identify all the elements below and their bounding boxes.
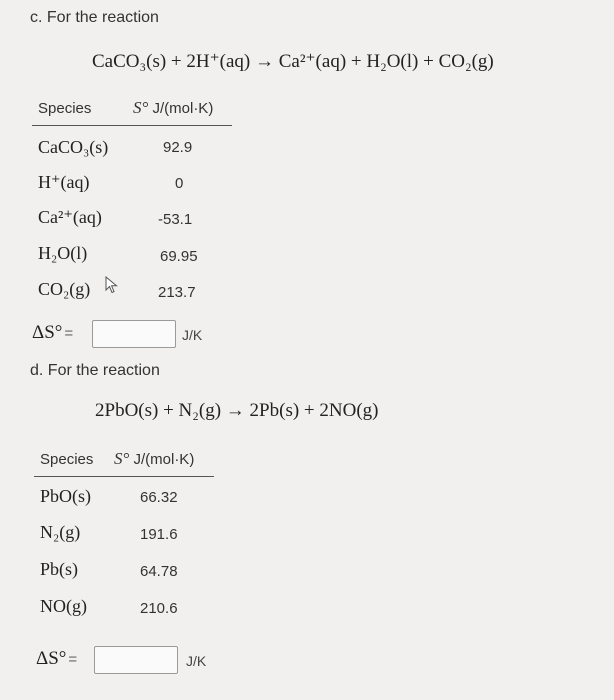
part-c-label: c. For the reaction: [30, 9, 159, 26]
table-row-value: 66.32: [140, 489, 178, 506]
part-d-header-entropy: [114, 449, 194, 469]
table-row-species: H⁺(aq): [38, 172, 90, 192]
table-row-value: 213.7: [158, 284, 196, 301]
part-c-equals: =: [64, 325, 74, 342]
table-row-species: CaCO₃(s): [38, 137, 109, 157]
part-d-answer-unit: J/K: [186, 653, 207, 669]
part-c-delta-label: [32, 322, 73, 344]
part-c-header-entropy-symbol: S°: [133, 98, 149, 117]
part-d-header-entropy-unit: J/(mol·K): [133, 451, 195, 468]
table-row-species: PbO(s): [40, 486, 92, 506]
part-d-delta-label: [36, 648, 77, 670]
part-d-equals: =: [68, 651, 78, 668]
part-c-header-species: Species: [38, 100, 92, 117]
table-row-species: CO₂(g): [38, 279, 91, 299]
part-c-equation: CaCO₃(s) + 2H⁺(aq) → Ca²⁺(aq) + H₂O(l) + CO₂(g): [92, 51, 494, 72]
part-c-answer-unit: J/K: [182, 327, 203, 343]
table-row-species: Ca²⁺(aq): [38, 207, 102, 227]
part-c-header-entropy: [133, 98, 213, 118]
part-c-answer-input[interactable]: [92, 320, 176, 348]
table-row-value: 69.95: [160, 248, 198, 265]
part-c-header-rule: [32, 125, 232, 126]
part-d-header-entropy-symbol: S°: [114, 449, 130, 468]
part-d-label: d. For the reaction: [30, 362, 160, 379]
part-c-header-entropy-unit: J/(mol·K): [152, 100, 214, 117]
table-row-value: 191.6: [140, 526, 178, 543]
table-row-value: -53.1: [158, 211, 193, 228]
table-row-value: 92.9: [163, 139, 193, 156]
table-row-value: 64.78: [140, 563, 178, 580]
table-row-species: Pb(s): [40, 559, 79, 579]
part-d-answer-input[interactable]: [94, 646, 178, 674]
part-d-delta-symbol: ΔS°: [36, 648, 67, 669]
table-row-species: NO(g): [40, 596, 87, 616]
table-row-species: N₂(g): [40, 522, 81, 542]
table-row-value: 210.6: [140, 600, 178, 617]
part-d-header-species: Species: [40, 451, 94, 468]
table-row-species: H₂O(l): [38, 243, 88, 263]
part-c-delta-symbol: ΔS°: [32, 322, 63, 343]
part-d-header-rule: [34, 476, 214, 477]
part-d-equation: 2PbO(s) + N₂(g) → 2Pb(s) + 2NO(g): [95, 400, 379, 421]
table-row-value: 0: [175, 175, 184, 192]
mouse-pointer-icon: [105, 276, 119, 294]
